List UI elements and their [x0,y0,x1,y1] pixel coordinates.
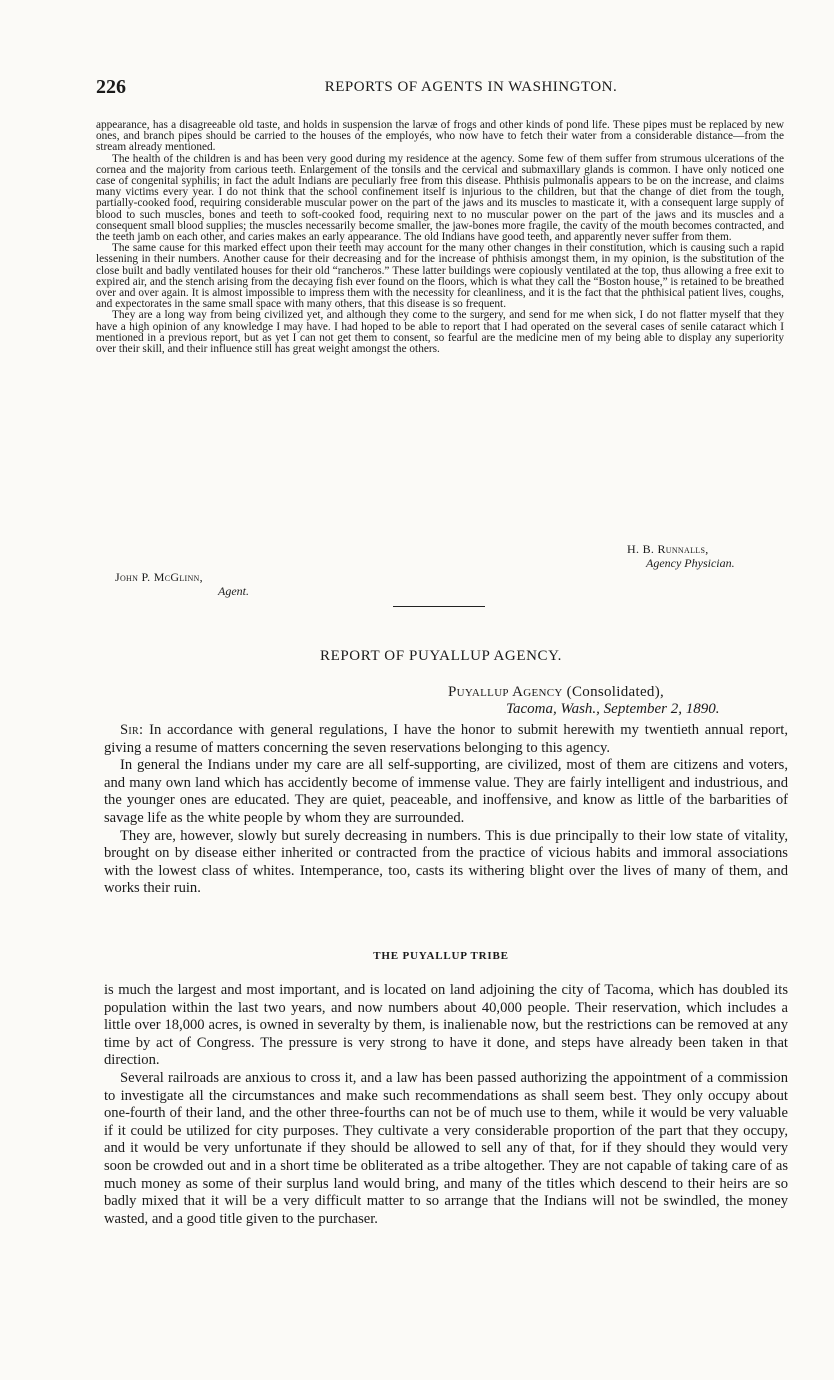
physician-paragraph: The health of the children is and has been very good during my residence at the agency. Some few of them suffer from strumous ulcerations of the cornea and the majority from carious teeth. Enlargement of the tonsils and the cervical and submaxillary glands is common. I have only noticed one case of congenital syphilis; in fact the adult Indians are peculiarly free from this disease. Phthisis pulmonalis appears to be on the increase, and claims many victims every year. I do not think that the school confinement itself is injurious to the children, but that the change of diet from the tough, partially-cooked food, requiring considerable muscular power on the part of the jaws and its muscles to masticate it, with a consequent large supply of blood to such muscles, bones and teeth to soft-cooked food, requiring next to no muscular power on the part of the jaws and its muscles and a consequent small blood supplies; the muscles necessarily become smaller, the jaw-bones more fragile, the cavity of the mouth becomes contracted, and the teeth jamb on each other, and caries makes an early appearance. The old Indians have good teeth, and apparently never suffer from them. [96,152,784,244]
tribe-paragraph: Several railroads are anxious to cross it, and a law has been passed authorizing the appointment of a commission to investigate all the circumstances and make such recommendations as shall seem best. They only occupy about one-fourth of their land, and the other three-fourths can not be of much use to them, while it would be very valuable if it could be utilized for city purposes. They cultivate a very considerable proportion of the part that they occupy, and it would be very unfortunate if they should be allowed to sell any of that, for if they should they would very soon be crowded out and in a short time be obliterated as a tribe altogether. They are not capable of taking care of as much money as some of their surplus land would bring, and many of the titles which descend to their heirs are so badly mixed that it will be a very difficult matter to so arrange that the Indians will not be swindled, the money wasted, and a good title given to the purchaser. [104,1069,788,1227]
addressee-title: Agent. [218,584,249,598]
report-paragraph: They are, however, slowly but surely decreasing in numbers. This is due principally to their low state of vitality, brought on by disease either inherited or contracted from the practice of vicious habits and immoral associations with the lowest class of whites. Intemperance, too, casts its withering blight over the lives of many of them, and works their ruin. [104,827,788,897]
physician-paragraph: The same cause for this marked effect upon their teeth may account for the many other changes in their constitution, which is causing such a rapid lessening in their numbers. Another cause for their decreasing and for the increase of phthisis amongst them, in my opinion, is the substitution of the close built and badly ventilated houses for their old “rancheros.” These latter buildings were copiously ventilated at the top, thus allowing a free exit to expired air, and the stench arising from the decaying fish ever found on the floors, which is what they call the “Boston house,” is retained to be breathed over and over again. It is almost impossible to impress them with the necessity for cleanliness, and it is the fact that the phthisical patient lives, coughs, and expectorates in the same small space with many others, that this disease is so frequent. [96,242,784,311]
puyallup-report-body [104,722,788,898]
subhead: THE PUYALLUP TRIBE [373,950,509,962]
running-head: REPORTS OF AGENTS IN WASHINGTON. [324,79,618,95]
report-paragraph: In general the Indians under my care are all self-supporting, are civilized, most of them are citizens and voters, and many own land which has accidently become of immense value. They are fairly intelligent and industrious, and the younger ones are educated. They are quiet, peaceable, and inoffensive, and know as little of the barbarities of savage life as the white people by whom they are surrounded. [104,757,788,826]
page-header [96,76,786,100]
signature-title: Agency Physician. [646,556,735,570]
section-title: REPORT OF PUYALLUP AGENCY. [320,648,562,664]
salutation: Sir: [120,722,144,738]
physician-paragraph: appearance, has a disagreeable old taste, and holds in suspension the larvæ of frogs and other kinds of pond life. These pipes must be replaced by new ones, and branch pipes should be carried to the houses of the employés, who now have to fetch their water from a considerable distance—from the stream already mentioned. [96,119,784,154]
physician-report-body [96,120,784,355]
report-paragraph-text: In accordance with general regulations, I have the honor to submit herewith my twentieth annual report, giving a resume of matters concerning the seven reservations belonging to this agency. [104,722,788,756]
signature-name: H. B. Runnalls, [627,542,709,556]
section-divider [393,606,485,607]
dateline-agency: Puyallup Agency [448,684,563,700]
tribe-paragraph: is much the largest and most important, and is located on land adjoining the city of Tacoma, which has doubled its population within the last two years, and now numbers about 40,000 people. Their reservation, which includes a little over 18,000 acres, is owned in severalty by them, is inalienable now, but the restrictions can be removed at any time by act of Congress. The pressure is very strong to have it done, and steps have already been taken in that direction. [104,982,788,1069]
dateline-line-1 [448,684,664,701]
dateline-place: Tacoma, Wash., September 2, 1890. [506,701,720,717]
addressee-name: John P. McGlinn, [115,570,203,584]
physician-paragraph: They are a long way from being civilized yet, and although they come to the surgery, and send for me when sick, I do not flatter myself that they have a high opinion of any knowledge I may have. I had hoped to be able to report that I had operated on the several cases of senile cataract which I mentioned in a previous report, but as yet I can not get them to consent, so fearful are the medicine men of my being able to display any superiority over their skill, and their influence still has great weight amongst the others. [96,309,784,356]
tribe-section-body [104,982,788,1228]
dateline-consolidated: (Consolidated), [566,684,665,700]
page-number: 226 [96,76,126,98]
report-paragraph [104,722,788,757]
